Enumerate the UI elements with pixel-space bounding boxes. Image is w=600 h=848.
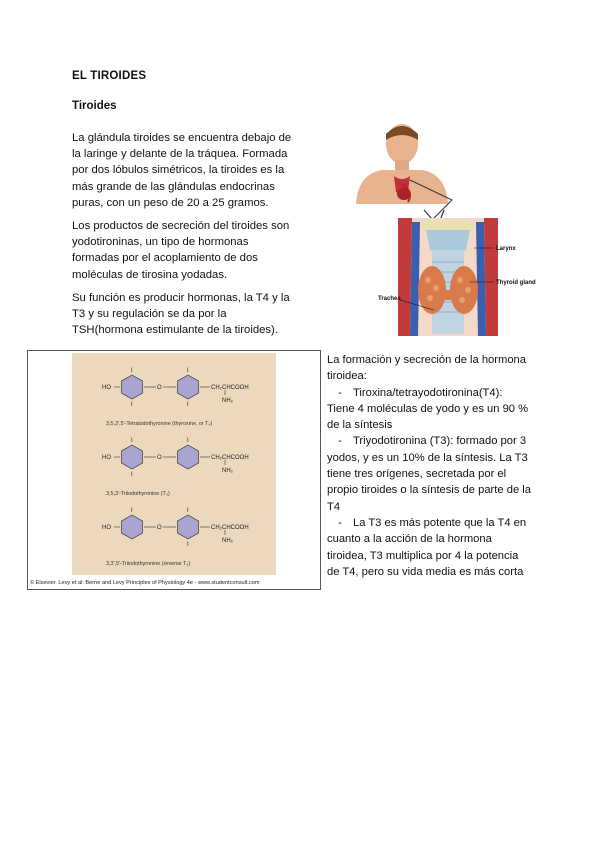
iodine-label: I	[187, 438, 189, 444]
thyroid-zoom-view	[398, 218, 498, 336]
item-text: La T3 es más potente que la T4 en cuanto a la acción de la hormona tiroidea, T3 multiplica por 4 la potencia de T4, pero su vida media es más corta	[327, 516, 527, 578]
section-heading: Tiroides	[72, 100, 117, 112]
hydroxyl-group-label: HO	[102, 525, 111, 531]
molecule-caption: 3,5,3'-Triiodothyronine (T₃)	[106, 491, 170, 497]
iodine-label: I	[131, 402, 133, 408]
item-text: Triyodotironina (T3): formado por 3 yodos, y es un 10% de la síntesis. La T3 tiene tres orígenes, secretada por el propio tiroides o la síntesis de parte de la T4	[327, 435, 531, 513]
iodine-label: I	[131, 368, 133, 374]
ether-oxygen-label: O	[157, 385, 162, 391]
figure-credit: © Elsevier. Levy et al: Berne and Levy Principles of Physiology 4e - www.studentconsult.com	[30, 580, 260, 586]
hydroxyl-group-label: HO	[102, 385, 111, 391]
side-chain-label: CH₂CHCOOH	[211, 525, 249, 531]
thyroid-anatomy-illustration	[352, 122, 542, 336]
amino-group-label: NH₂	[222, 398, 233, 404]
amino-group-label: NH₂	[222, 468, 233, 474]
label-thyroid-gland: Thyroid gland	[496, 280, 536, 286]
item-text: Tiroxina/tetrayodotironina(T4): Tiene 4 moléculas de yodo y es un 90 % de la síntesis	[327, 386, 529, 432]
iodine-label: I	[131, 472, 133, 478]
paragraph-location: La glándula tiroides se encuentra debajo de la laringe y delante de la tráquea. Formada por dos lóbulos simétricos, la tiroides es la más grande de las glándulas endocrinas puras, con un peso de 20 a 25 gramos.	[72, 132, 292, 209]
iodine-label: I	[187, 508, 189, 514]
ether-oxygen-label: O	[157, 455, 162, 461]
iodine-label: I	[187, 368, 189, 374]
chem-svg	[28, 351, 320, 589]
list-item	[327, 515, 532, 580]
iodine-label: I	[131, 508, 133, 514]
document-title: EL TIROIDES	[72, 70, 147, 82]
amino-group-label: NH₂	[222, 538, 233, 544]
hormone-intro: La formación y secreción de la hormona tiroidea:	[327, 354, 526, 383]
paragraph-function: Su función es producir hormonas, la T4 y la T3 y su regulación se da por la TSH(hormona estimulante de la tiroides).	[72, 292, 290, 337]
thyroid-hormone-structures-figure	[27, 350, 321, 590]
label-larynx: Larynx	[496, 246, 516, 252]
bullet-dash: -	[338, 435, 342, 448]
iodine-label: I	[131, 438, 133, 444]
side-chain-label: CH₂CHCOOH	[211, 385, 249, 391]
label-trachea: Trachea	[378, 296, 401, 302]
right-column-text	[327, 352, 532, 580]
paragraph-products: Los productos de secreción del tiroides son yodotironinas, un tipo de hormonas formadas por el acoplamiento de dos moléculas de tirosina yodadas.	[72, 220, 290, 281]
ether-oxygen-label: O	[157, 525, 162, 531]
side-chain-label: CH₂CHCOOH	[211, 455, 249, 461]
bullet-dash: -	[338, 516, 342, 529]
list-item	[327, 433, 532, 514]
iodine-label: I	[187, 402, 189, 408]
hydroxyl-group-label: HO	[102, 455, 111, 461]
molecule-caption: 3,3',5'-Triiodothyronine (reverse T₃)	[106, 561, 191, 567]
list-item	[327, 385, 532, 434]
molecule-caption: 3,5,3',5'-Tetraiodothyronine (thyroxine, or T₄)	[106, 421, 213, 427]
bullet-dash: -	[338, 386, 342, 399]
iodine-label: I	[187, 542, 189, 548]
